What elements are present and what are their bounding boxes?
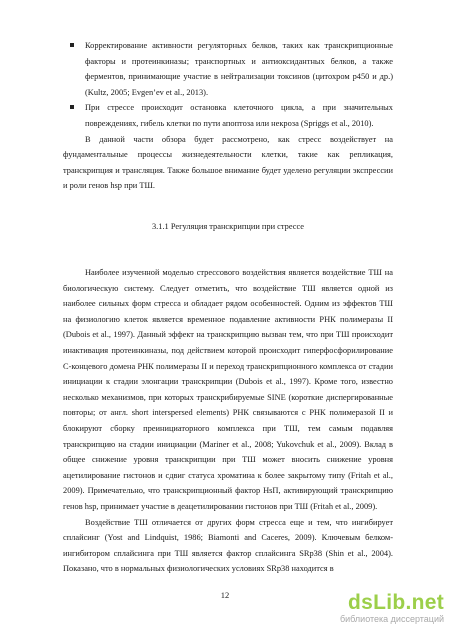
bullet-text: При стрессе происходит остановка клеточного цикла, а при значительных повреждениях, гибель клетки по пути апоптоза или некроза (Spriggs et al., 2010).: [85, 103, 393, 128]
section-heading: 3.1.1 Регуляция транскрипции при стрессе: [151, 222, 305, 231]
bullet-text: Корректирование активности регуляторных белков, таких как транскрипционные факторы и протеинкиназы; транспортных и антиоксидантных белков, а также ферментов, принимающие участие в нейтрализации токсинов (цитохром р450 и др.) (Kultz, 2005; Evgen’ev et al., 2013).: [85, 41, 393, 97]
bullet-item: [63, 100, 393, 131]
watermark-logo: dsLib.net: [347, 591, 444, 614]
watermark-subtitle: библиотека диссертаций: [339, 614, 444, 624]
page-number: 12: [220, 590, 230, 600]
square-bullet-icon: [70, 43, 74, 47]
bullet-list: [63, 38, 393, 194]
body-paragraph: Наиболее изученной моделью стрессового воздействия является воздействие ТШ на биологическую систему. Следует отметить, что воздействие ТШ является одной из наиболее сильных форм стресса и обладает рядом особенностей. Одним из эффектов ТШ на физиологию клеток является временное подавление активности РНК полимеразы II (Dubois et al., 1997). Данный эффект на транскрипцию вызван тем, что при ТШ происходит инактивация протеинкиназы, под действием которой происходит гиперфосфорилирование С-концевого домена РНК полимеразы II и переход транскрипционного комплекса от стадии инициации к стадии элонгации транскрипции (Dubois et al., 1997). Кроме того, известно несколько механизмов, при которых транскрибируемые SINE (короткие диспергированные повторы; от англ. short interspersed elements) РНК связываются с РНК полимеразой II и блокируют сборку преинициаторного комплекса при ТШ, тем самым подавляя транскрипцию на стадии инициации (Mariner et al., 2008; Yukovchuk et al., 2009). Вклад в общее снижение уровня транскрипции при ТШ может вносить снижение уровня ацетилирование гистонов и сдвиг статуса хроматина к более закрытому типу (Fritah et al., 2009). Примечательно, что транскрипционный фактор HsΠ, активирующий транскрипцию генов hsp, принимает участие в деацетилировании гистонов при ТШ (Fritah et al., 2009).: [63, 268, 393, 511]
bullet-item: [63, 38, 393, 100]
dslib-watermark[interactable]: [334, 590, 444, 634]
intro-paragraph: В данной части обзора будет рассмотрено, как стресс воздействует на фундаментальные процессы жизнедеятельности клетки, такие как репликация, транскрипция и трансляция. Также большое внимание будет уделено регуляции экспрессии и роли генов hsp при ТШ.: [63, 134, 393, 191]
square-bullet-icon: [70, 105, 74, 109]
body-text: [63, 265, 393, 577]
body-paragraph: Воздействие ТШ отличается от других форм стресса еще и тем, что ингибирует сплайсинг (Yost and Lindquist, 1986; Biamonti and Caceres, 2009). Ключевым белком-ингибитором сплайсинга при ТШ является фактор сплайсинга SRp38 (Shin et al., 2004). Показано, что в нормальных физиологических условиях SRp38 находится в: [63, 517, 393, 574]
